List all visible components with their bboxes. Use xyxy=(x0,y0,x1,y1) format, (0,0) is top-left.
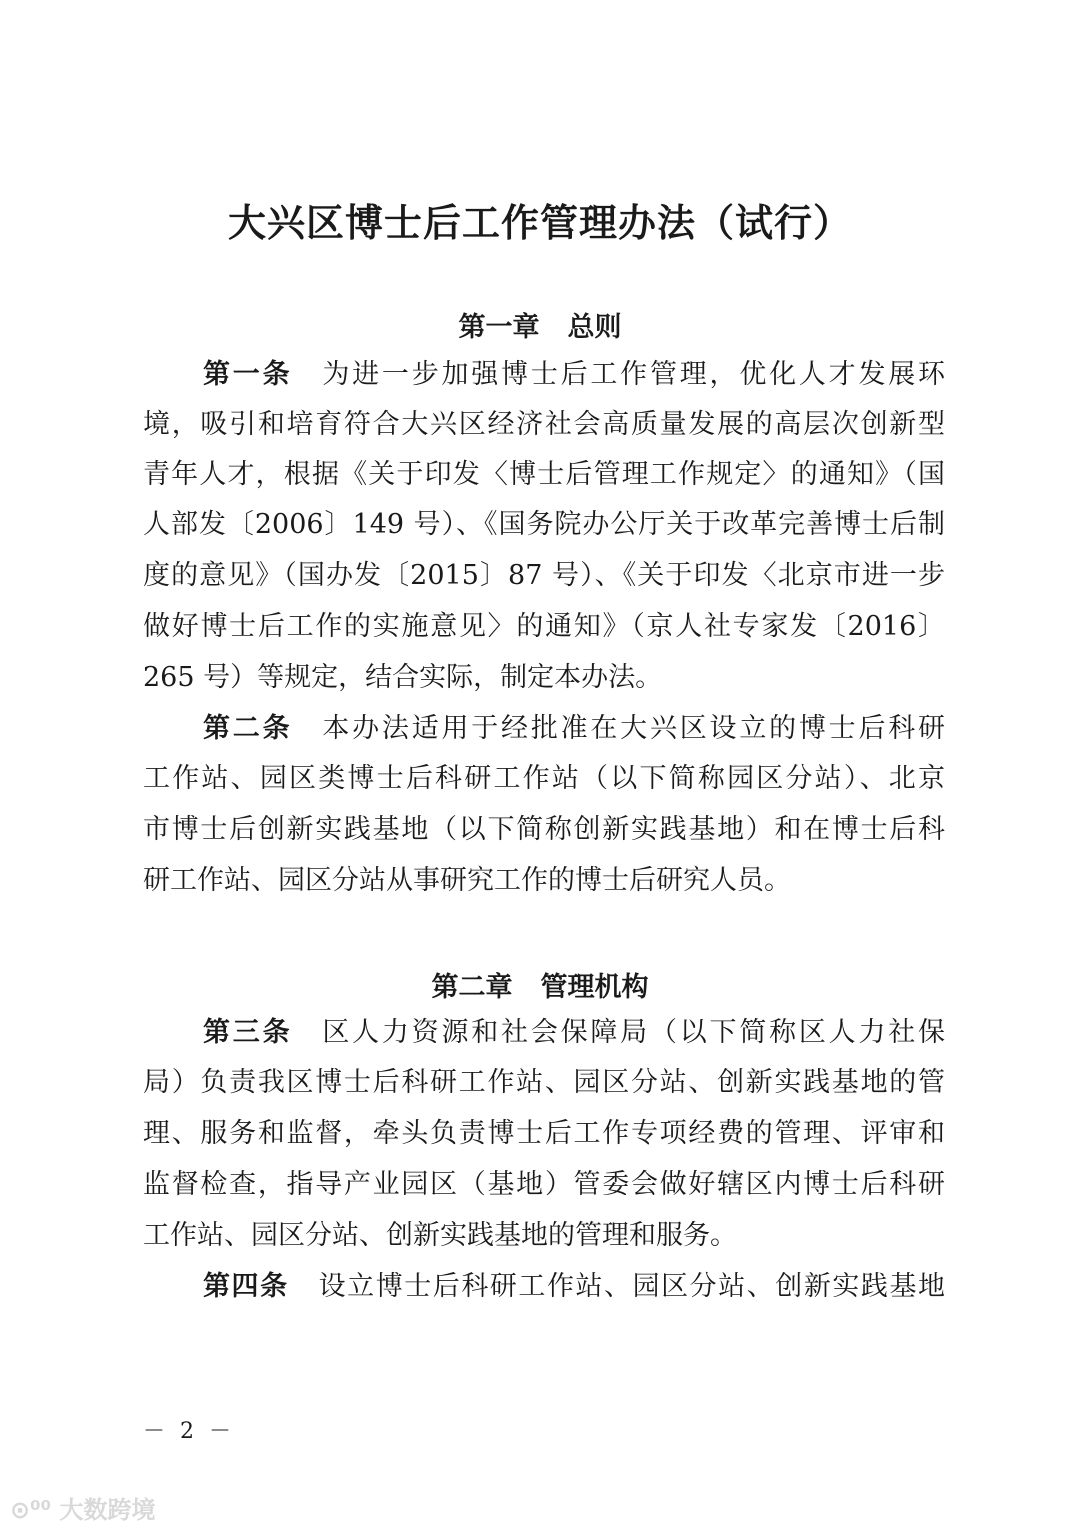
article-1-line: 度的意见》（国办发〔2015〕87 号）、《关于印发〈北京市进一步 xyxy=(143,560,945,591)
article-2-line: 研工作站、园区分站从事研究工作的博士后研究人员。 xyxy=(143,865,791,896)
article-text: 设立博士后科研工作站、园区分站、创新实践基地 xyxy=(318,1271,945,1302)
article-label: 第二条 xyxy=(203,713,293,744)
watermark-text: 大数跨境 xyxy=(59,1496,156,1524)
article-2-line: 工作站、园区类博士后科研工作站（以下简称园区分站）、北京 xyxy=(143,763,945,794)
article-4-line xyxy=(203,1269,945,1305)
article-1-line: 人部发〔2006〕149 号）、《国务院办公厅关于改革完善博士后制 xyxy=(143,509,945,540)
article-3-line: 工作站、园区分站、创新实践基地的管理和服务。 xyxy=(143,1220,737,1251)
article-3-line: 理、服务和监督，牵头负责博士后工作专项经费的管理、评审和 xyxy=(143,1118,945,1149)
chapter-heading-1 xyxy=(0,305,1080,344)
article-label: 第一条 xyxy=(203,359,293,390)
article-label: 第四条 xyxy=(203,1271,289,1302)
article-text: 本办法适用于经批准在大兴区设立的博士后科研 xyxy=(322,713,946,744)
article-1-line: 做好博士后工作的实施意见〉的通知》（京人社专家发〔2016〕 xyxy=(143,611,945,642)
article-1-line: 265 号）等规定，结合实际，制定本办法。 xyxy=(143,662,663,693)
article-3-line: 监督检查，指导产业园区（基地）管委会做好辖区内博士后科研 xyxy=(143,1169,945,1200)
article-3-line: 局）负责我区博士后科研工作站、园区分站、创新实践基地的管 xyxy=(143,1067,945,1098)
article-2-line: 市博士后创新实践基地（以下简称创新实践基地）和在博士后科 xyxy=(143,814,945,845)
page-number: － 2 － xyxy=(143,1419,235,1444)
chapter-heading-2 xyxy=(0,965,1080,1004)
watermark-icon: ⊙⁰⁰ xyxy=(10,1496,60,1524)
article-3-line xyxy=(203,1015,945,1051)
chapter-number: 第一章 xyxy=(458,312,540,343)
document-title: 大兴区博士后工作管理办法（试行） xyxy=(227,200,852,245)
article-2-line xyxy=(203,711,945,747)
article-text: 区人力资源和社会保障局（以下简称区人力社保 xyxy=(322,1017,946,1048)
article-1-line: 青年人才，根据《关于印发〈博士后管理工作规定〉的通知》（国 xyxy=(143,459,945,490)
watermark-logo xyxy=(10,1490,156,1525)
article-label: 第三条 xyxy=(203,1017,293,1048)
chapter-name: 总则 xyxy=(567,312,622,343)
article-1-line xyxy=(203,357,945,393)
article-text: 为进一步加强博士后工作管理，优化人才发展环 xyxy=(322,359,946,390)
chapter-number: 第二章 xyxy=(431,972,513,1003)
chapter-name: 管理机构 xyxy=(540,972,649,1003)
article-1-line: 境，吸引和培育符合大兴区经济社会高质量发展的高层次创新型 xyxy=(143,409,945,440)
